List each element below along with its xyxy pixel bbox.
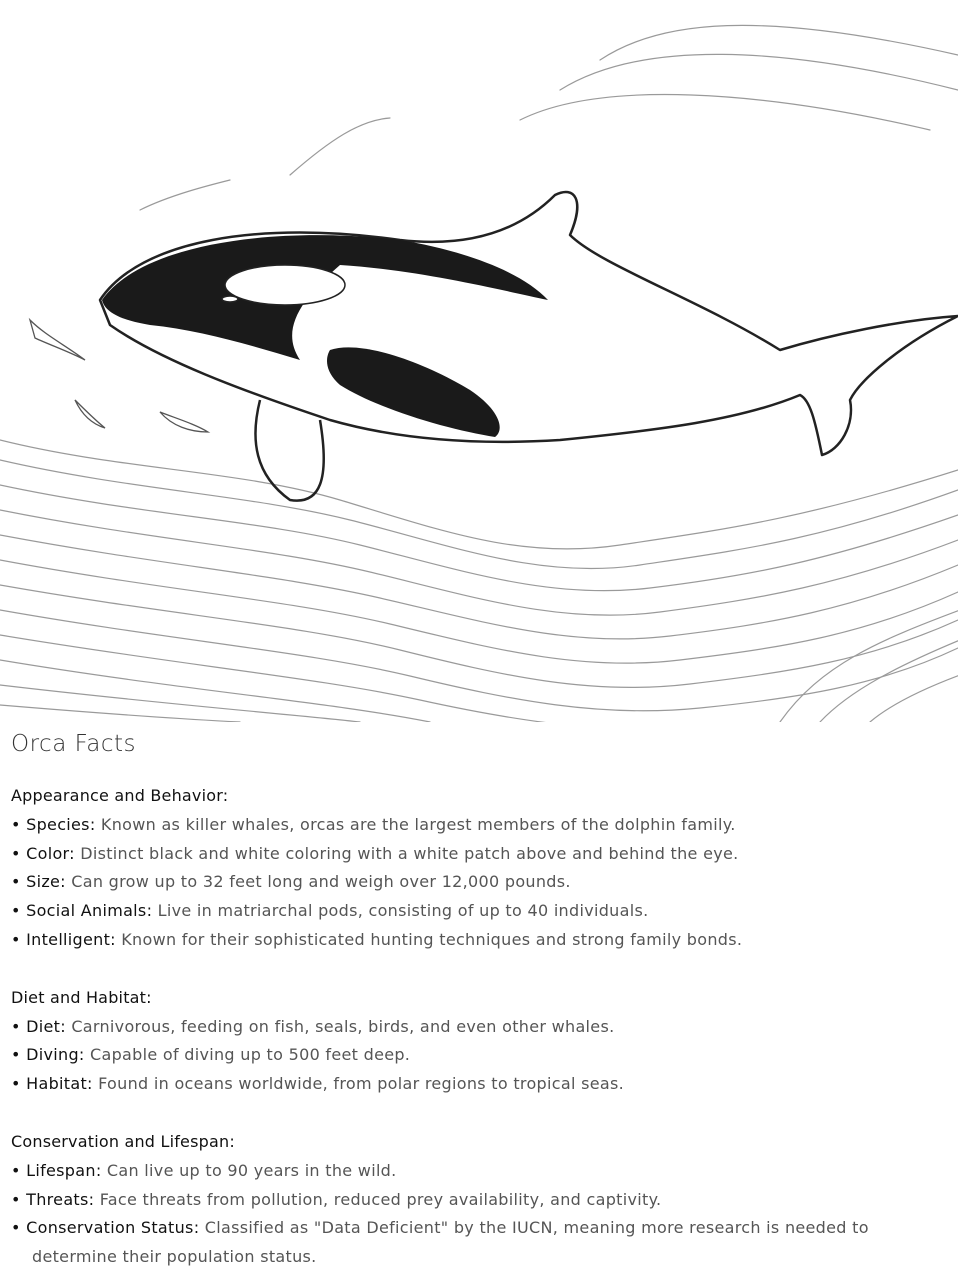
- section-heading: Diet and Habitat:: [11, 987, 152, 1007]
- fact-intelligent: [11, 926, 941, 955]
- fact-text: Classified as "Data Deficient" by the IUCN, meaning more research is needed to determine their population status.: [32, 1218, 869, 1267]
- fact-term: Species:: [26, 814, 96, 834]
- fact-species: [11, 811, 941, 840]
- fact-term: Intelligent:: [26, 929, 116, 949]
- bullet: •: [11, 1016, 21, 1036]
- fish-group: [30, 320, 208, 432]
- bullet: •: [11, 1218, 21, 1238]
- fact-term: Conservation Status:: [26, 1218, 200, 1238]
- orca-outline: [100, 192, 958, 501]
- fact-term: Diet:: [26, 1016, 66, 1036]
- fact-term: Lifespan:: [26, 1160, 102, 1180]
- bullet: •: [11, 1189, 21, 1209]
- fact-term: Size:: [26, 872, 66, 892]
- section-diet-habitat: [11, 984, 941, 1099]
- fact-term: Habitat:: [26, 1074, 93, 1094]
- fact-lifespan: [11, 1157, 941, 1186]
- fact-color: [11, 840, 941, 869]
- fact-text: Found in oceans worldwide, from polar regions to tropical seas.: [98, 1074, 624, 1094]
- bullet: •: [11, 1045, 21, 1065]
- fact-text: Known as killer whales, orcas are the largest members of the dolphin family.: [100, 814, 736, 834]
- wave-lines: [0, 25, 958, 722]
- fact-text: Distinct black and white coloring with a white patch above and behind the eye.: [80, 843, 739, 863]
- fact-conservation-status: [11, 1214, 941, 1272]
- orca-black-markings: [102, 235, 548, 437]
- fact-text: Can grow up to 32 feet long and weigh over 12,000 pounds.: [71, 872, 571, 892]
- fact-size: [11, 868, 941, 897]
- fact-social-animals: [11, 897, 941, 926]
- fact-text: Carnivorous, feeding on fish, seals, birds, and even other whales.: [71, 1016, 615, 1036]
- bullet: •: [11, 1074, 21, 1094]
- fact-habitat: [11, 1070, 941, 1099]
- fact-term: Threats:: [26, 1189, 95, 1209]
- fact-term: Social Animals:: [26, 901, 153, 921]
- fact-text: Capable of diving up to 500 feet deep.: [90, 1045, 411, 1065]
- fact-term: Color:: [26, 843, 75, 863]
- fact-text: Live in matriarchal pods, consisting of up to 40 individuals.: [157, 901, 649, 921]
- fact-threats: [11, 1186, 941, 1215]
- section-heading: Appearance and Behavior:: [11, 786, 229, 805]
- fact-text: Face threats from pollution, reduced prey availability, and captivity.: [99, 1189, 662, 1209]
- orca-white-patches: [222, 265, 345, 305]
- section-heading: Conservation and Lifespan:: [11, 1131, 235, 1151]
- bullet: •: [11, 1160, 21, 1180]
- page-title: Orca Facts: [11, 731, 136, 757]
- fact-text: Can live up to 90 years in the wild.: [106, 1160, 397, 1180]
- bullet: •: [11, 843, 21, 863]
- facts-document: [11, 722, 941, 1272]
- fact-diet: [11, 1013, 941, 1042]
- section-conservation-lifespan: [11, 1128, 941, 1272]
- bullet: •: [11, 872, 21, 892]
- fact-diving: [11, 1041, 941, 1070]
- fact-term: Diving:: [26, 1045, 85, 1065]
- bullet: •: [11, 929, 21, 949]
- fact-text: Known for their sophisticated hunting techniques and strong family bonds.: [121, 929, 743, 949]
- bullet: •: [11, 901, 21, 921]
- section-appearance-behavior: [11, 782, 941, 955]
- bullet: •: [11, 814, 21, 834]
